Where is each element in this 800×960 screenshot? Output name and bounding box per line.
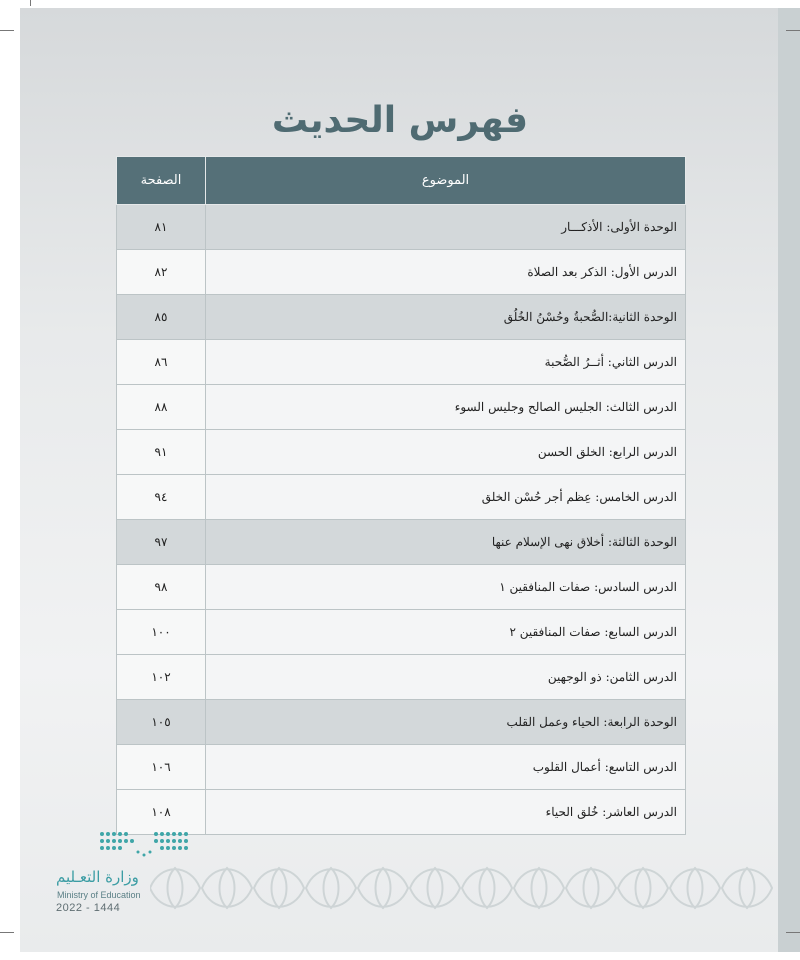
table-row	[117, 655, 686, 700]
topic-cell: الوحدة الثالثة: أخلاق نهى الإسلام عنها	[206, 520, 686, 565]
topic-cell: الدرس الثاني: أثــرُ الصُّحبة	[206, 340, 686, 385]
page-edge-strip	[778, 8, 800, 952]
contents-table	[116, 156, 686, 835]
ministry-name-arabic: وزارة التعـليم	[56, 868, 139, 886]
table-row	[117, 745, 686, 790]
page-number-cell: ٩٧	[117, 520, 206, 565]
page-number-cell: ٨٢	[117, 250, 206, 295]
table-row	[117, 565, 686, 610]
topic-cell: الدرس العاشر: خُلق الحياء	[206, 790, 686, 835]
topic-cell: الدرس الخامس: عِظم أجر حُسْن الخلق	[206, 475, 686, 520]
page-number-cell: ٩٤	[117, 475, 206, 520]
page-number-cell: ٩٨	[117, 565, 206, 610]
topic-cell: الدرس الثامن: ذو الوجهين	[206, 655, 686, 700]
topic-cell: الوحدة الأولى: الأذكـــار	[206, 205, 686, 250]
page-number-cell: ١٠٢	[117, 655, 206, 700]
page-number-cell: ٩١	[117, 430, 206, 475]
table-row	[117, 430, 686, 475]
page-number-cell: ٨٨	[117, 385, 206, 430]
topic-cell: الدرس السادس: صفات المنافقين ١	[206, 565, 686, 610]
islamic-pattern-decoration	[150, 858, 778, 918]
crop-mark	[30, 0, 31, 6]
crop-mark	[786, 932, 800, 933]
table-header-row	[117, 157, 686, 205]
topic-cell: الدرس الرابع: الخلق الحسن	[206, 430, 686, 475]
page-number-cell: ٨٦	[117, 340, 206, 385]
ministry-name-english: Ministry of Education	[57, 890, 141, 900]
table-body	[117, 205, 686, 835]
page-number-cell: ١٠٨	[117, 790, 206, 835]
edition-year: 2022 - 1444	[56, 902, 121, 914]
page-title: فهرس الحديث	[271, 100, 529, 141]
page-number-cell: ١٠٥	[117, 700, 206, 745]
topic-cell: الوحدة الثانية:الصُّحبةُ وحُسْنُ الخُلُق	[206, 295, 686, 340]
topic-cell: الدرس التاسع: أعمال القلوب	[206, 745, 686, 790]
table-row	[117, 250, 686, 295]
crop-mark	[786, 30, 800, 31]
page-number-cell: ٨١	[117, 205, 206, 250]
page-number-cell: ١٠٠	[117, 610, 206, 655]
crop-mark	[0, 932, 14, 933]
table-row	[117, 790, 686, 835]
topic-cell: الدرس السابع: صفات المنافقين ٢	[206, 610, 686, 655]
topic-cell: الدرس الثالث: الجليس الصالح وجليس السوء	[206, 385, 686, 430]
table-row	[117, 610, 686, 655]
table-row	[117, 340, 686, 385]
ministry-logo-icon	[96, 828, 192, 862]
table-row	[117, 520, 686, 565]
table-row	[117, 475, 686, 520]
table-row	[117, 385, 686, 430]
page-number-cell: ١٠٦	[117, 745, 206, 790]
table-row	[117, 205, 686, 250]
table-row	[117, 700, 686, 745]
table-row	[117, 295, 686, 340]
topic-cell: الدرس الأول: الذكر بعد الصلاة	[206, 250, 686, 295]
page-column-header: الصفحة	[117, 157, 206, 205]
page-number-cell: ٨٥	[117, 295, 206, 340]
topic-cell: الوحدة الرابعة: الحياء وعمل القلب	[206, 700, 686, 745]
topic-column-header: الموضوع	[206, 157, 686, 205]
crop-mark	[0, 30, 14, 31]
